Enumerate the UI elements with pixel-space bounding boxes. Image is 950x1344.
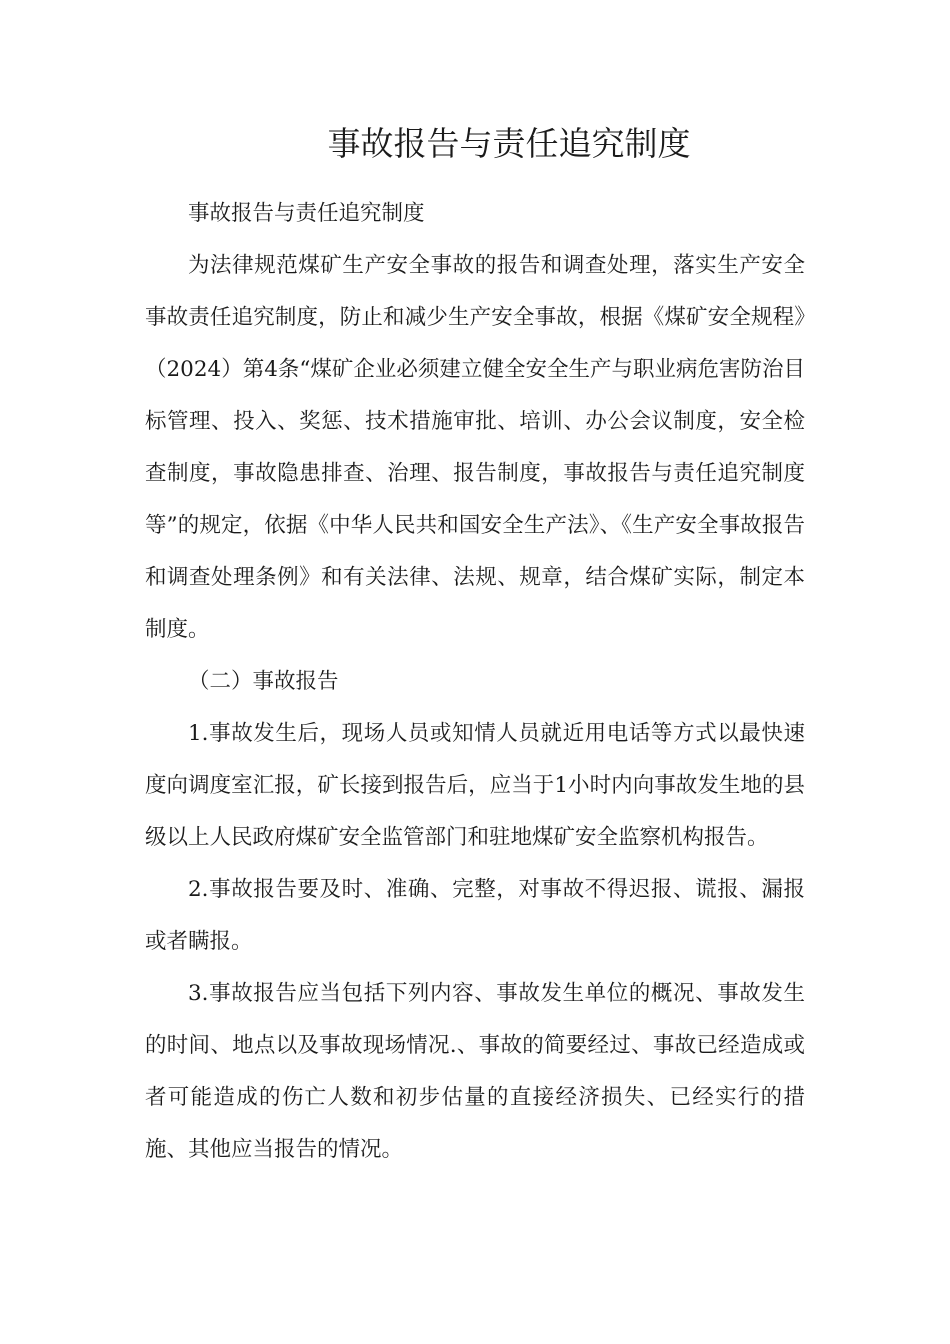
paragraph-item-2: 2.事故报告要及时、准确、完整，对事故不得迟报、谎报、漏报或者瞒报。: [145, 877, 805, 954]
paragraph-item-1: 1.事故发生后，现场人员或知情人员就近用电话等方式以最快速度向调度室汇报，矿长接到报告后，应当于1小时内向事故发生地的县级以上人民政府煤矿安全监管部门和驻地煤矿安全监察机构报告。: [145, 721, 805, 850]
paragraph-subtitle: 事故报告与责任追究制度: [188, 201, 425, 226]
paragraph-item-3: 3.事故报告应当包括下列内容、事故发生单位的概况、事故发生的时间、地点以及事故现场情况.、事故的简要经过、事故已经造成或者可能造成的伤亡人数和初步估量的直接经济损失、已经实行的措施、其他应当报告的情况。: [145, 981, 805, 1162]
section-heading-accident-report: （二）事故报告: [188, 669, 339, 694]
document-title: 事故报告与责任追究制度: [327, 124, 691, 163]
document-body: [145, 188, 805, 1176]
paragraph-purpose: 为法律规范煤矿生产安全事故的报告和调查处理，落实生产安全事故责任追究制度，防止和减少生产安全事故，根据《煤矿安全规程》（2024）第4条“煤矿企业必须建立健全安全生产与职业病危害防治目标管理、投入、奖惩、技术措施审批、培训、办公会议制度，安全检查制度，事故隐患排查、治理、报告制度，事故报告与责任追究制度等”的规定，依据《中华人民共和国安全生产法》、《生产安全事故报告和调查处理条例》和有关法律、法规、规章，结合煤矿实际，制定本制度。: [145, 253, 805, 642]
